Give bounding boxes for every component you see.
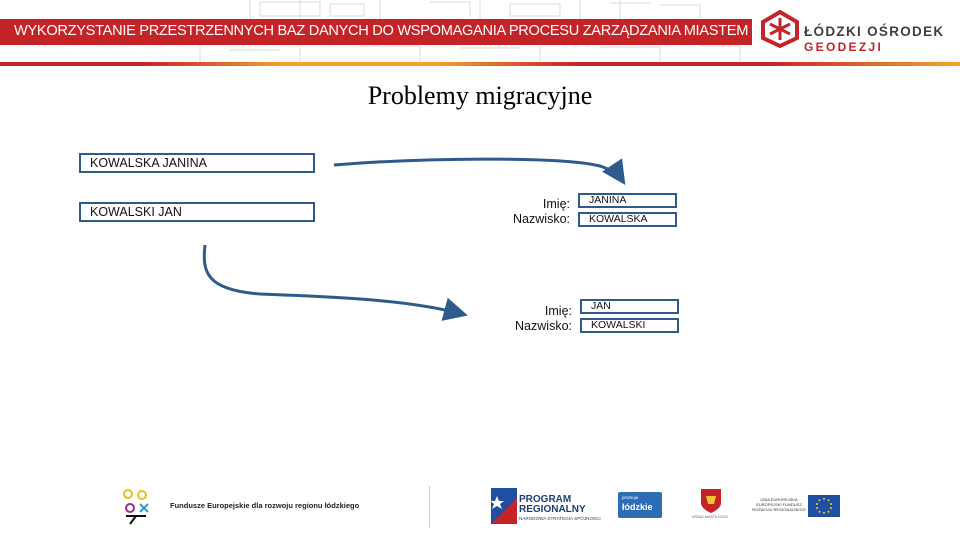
banner-gradient-line: [0, 62, 960, 66]
org-subname: GEODEZJI: [804, 40, 884, 54]
last-name-field: KOWALSKA: [578, 212, 677, 227]
regional-program-icon: [491, 488, 517, 524]
footer-logos: [0, 482, 960, 532]
header-banner: [0, 0, 960, 66]
program-label: PROGRAM REGIONALNY: [519, 494, 586, 515]
footer-divider: [429, 486, 430, 528]
first-name-field: JAN: [580, 299, 679, 314]
source-record-2: KOWALSKI JAN: [79, 202, 315, 222]
banner-title: WYKORZYSTANIE PRZESTRZENNYCH BAZ DANYCH DO WSPOMAGANIA PROCESU ZARZĄDZANIA MIASTEM: [14, 23, 749, 39]
first-name-label: Imię:: [542, 197, 570, 211]
last-name-label: Nazwisko:: [515, 319, 572, 333]
first-name-field: JANINA: [578, 193, 677, 208]
promuje-label: promuje: [622, 495, 639, 500]
city-office-caption: URZĄD MIASTA ŁODZI: [692, 515, 728, 519]
program-strategy-label: NARODOWA STRATEGIA SPÓJNOŚCI: [519, 516, 601, 521]
logo-icon: [760, 10, 800, 48]
source-record-1: KOWALSKA JANINA: [79, 153, 315, 173]
last-name-field: KOWALSKI: [580, 318, 679, 333]
org-name: ŁÓDZKI OŚRODEK: [804, 24, 945, 39]
lodz-logo-icon: [120, 486, 152, 528]
last-name-label: Nazwisko:: [513, 212, 570, 226]
arrow-2: [204, 245, 462, 314]
eu-flag-icon: [808, 495, 840, 517]
city-coat-of-arms-icon: [700, 488, 722, 514]
eu-funds-text: Fundusze Europejskie dla rozwoju regionu łódzkiego: [170, 501, 360, 510]
slide-title: Problemy migracyjne: [367, 81, 593, 110]
first-name-label: Imię:: [544, 304, 572, 318]
eu-text: UNIA EUROPEJSKA EUROPEJSKI FUNDUSZ ROZWOJU REGIONALNEGO: [752, 497, 806, 512]
lodzkie-label: łódzkie: [622, 502, 653, 512]
arrow-1: [334, 159, 622, 180]
